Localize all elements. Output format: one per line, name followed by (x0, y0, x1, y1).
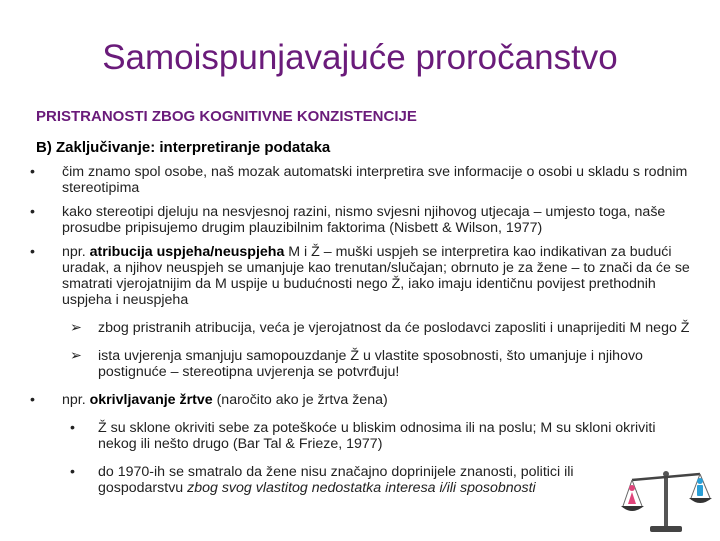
bullet-text (62, 244, 690, 308)
bullet-item-1 (30, 164, 690, 196)
bullet-text-bold: okrivljavanje žrtve (89, 392, 213, 408)
slide-title: Samoispunjavajuće proročanstvo (102, 38, 618, 77)
arrow-item-1 (30, 320, 690, 336)
section-heading: B) Zaključivanje: interpretiranje podataka (36, 139, 331, 156)
bullet-text-pre: npr. (62, 392, 90, 408)
sub-bullet-text: Ž su sklone okriviti sebe za poteškoće u bliskim odnosima ili na poslu; M su skloni okriviti nekog ili nešto drugo (Bar Tal & Frieze, 1977) (98, 420, 656, 452)
sub-bullet-text-italic: zbog svog vlastitog nedostatka interesa i/ili sposobnosti (187, 480, 536, 496)
arrow-text: ista uvjerenja smanjuju samopouzdanje Ž u vlastite sposobnosti, što umanjuje i njihovo postignuće – stereotipna uvjerenja se potvrđuju! (98, 348, 643, 380)
bullet-marker: • (30, 204, 35, 220)
slide-body (30, 164, 690, 504)
bullet-item-3 (30, 244, 690, 308)
bullet-text-pre: npr. (62, 244, 90, 260)
sub-bullet-item-2 (30, 464, 690, 496)
bullet-text: čim znamo spol osobe, naš mozak automatski interpretira sve informacije o osobi u skladu s rodnim stereotipima (62, 164, 688, 196)
bullet-text-post: (naročito ako je žrtva žena) (212, 392, 388, 408)
bullet-text (62, 392, 388, 408)
bullet-text: kako stereotipi djeluju na nesvjesnoj razini, nismo svjesni njihovog utjecaja – umjesto toga, naše prosudbe pripisujemo drugim plauzibilnim faktorima (Nisbett & Wilson, 1977) (62, 204, 666, 236)
bullet-item-2 (30, 204, 690, 236)
bullet-marker: • (70, 420, 75, 436)
sub-bullet-item-1 (30, 420, 690, 452)
bullet-marker: • (30, 164, 35, 180)
bullet-text-bold: atribucija uspjeha/neuspjeha (89, 244, 285, 260)
bullet-marker: • (30, 392, 35, 408)
bullet-marker: • (70, 464, 75, 480)
arrow-item-2 (30, 348, 690, 380)
bullet-marker: • (30, 244, 35, 260)
gender-scales-icon (620, 466, 712, 536)
bullet-text-post: M i Ž – muški uspjeh se interpretira kao indikativan za budući uradak, a njihov neuspjeh se umanjuje kao trenutan/slučajan; obrnuto je za žene – to znači da će se smatrati vjerojatnijim da M uspije u budućnosti nego Ž, iako imaju identičnu povijest prethodnih uspjeha i neuspjeha (62, 244, 690, 308)
arrow-text: zbog pristranih atribucija, veća je vjerojatnost da će poslodavci zaposliti i unaprijediti M nego Ž (98, 320, 690, 336)
sub-bullet-text-pre: do 1970-ih se smatralo da žene nisu značajno doprinijele znanosti, politici ili gospodarstvu (98, 464, 574, 496)
sub-bullet-text (98, 464, 574, 496)
slide-subtitle: PRISTRANOSTI ZBOG KOGNITIVNE KONZISTENCIJE (36, 108, 417, 125)
arrow-bullet-icon: ➢ (70, 348, 82, 364)
bullet-item-4 (30, 392, 690, 408)
arrow-bullet-icon: ➢ (70, 320, 82, 336)
